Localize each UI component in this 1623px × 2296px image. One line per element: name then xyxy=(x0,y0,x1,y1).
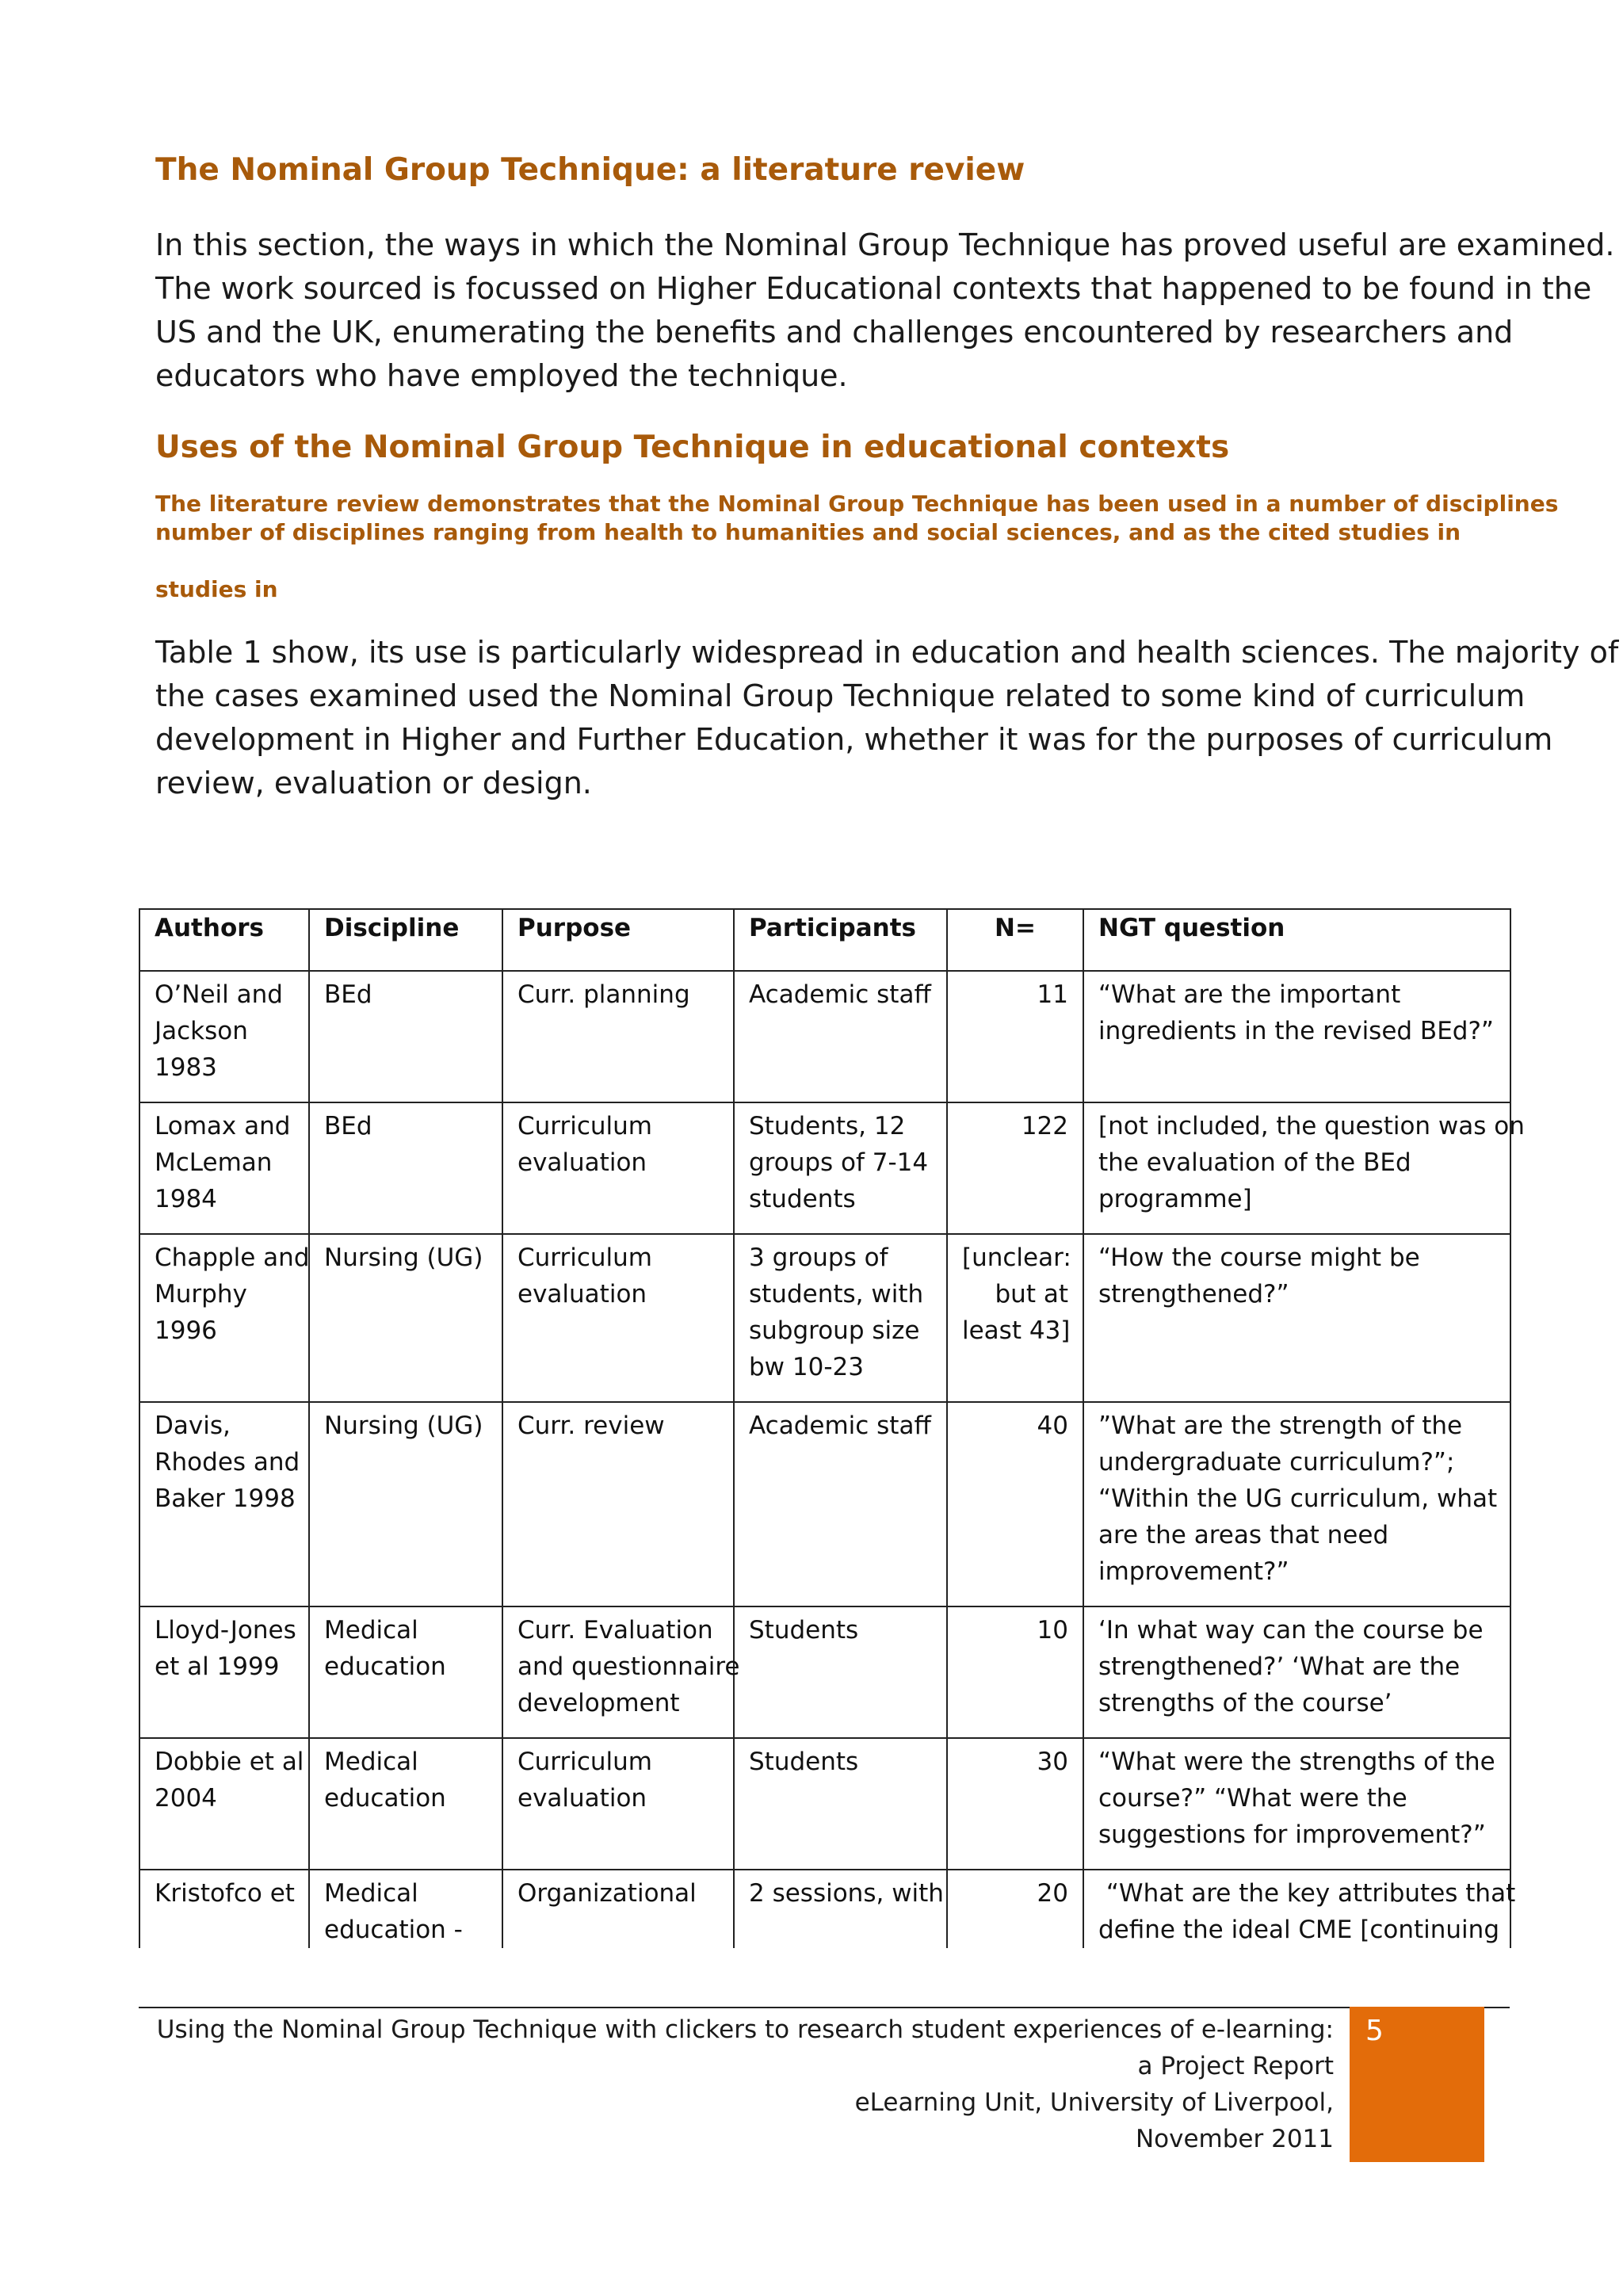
cell-n xyxy=(947,1234,1083,1402)
cell-line: 30 xyxy=(1037,1748,1068,1776)
intro-paragraph xyxy=(155,223,1615,398)
cell-line: ”What are the strength of the xyxy=(1098,1412,1463,1440)
cell-line: Lloyd-Jones xyxy=(155,1616,296,1645)
cell-participants xyxy=(734,1606,947,1738)
cell-line: 40 xyxy=(1037,1412,1068,1440)
cell-purpose xyxy=(502,971,734,1102)
section-heading: The Nominal Group Technique: a literature review xyxy=(155,152,1025,188)
cell-line: 2 sessions, with xyxy=(749,1879,944,1908)
cell-line: Kristofco et xyxy=(155,1879,295,1908)
cell-line: Students xyxy=(749,1616,859,1645)
cell-line: course?” “What were the xyxy=(1098,1784,1407,1813)
cell-participants xyxy=(734,1738,947,1870)
cell-line: Curriculum xyxy=(517,1748,653,1776)
cell-line: Baker 1998 xyxy=(155,1484,296,1513)
cell-n xyxy=(947,1606,1083,1738)
header-discipline: Discipline xyxy=(309,909,502,971)
cell-line: students xyxy=(749,1185,856,1213)
cell-n xyxy=(947,1402,1083,1606)
cell-ngt-question xyxy=(1083,1870,1516,1948)
cell-line: Medical xyxy=(324,1748,418,1776)
body-line: the cases examined used the Nominal Group Technique related to some kind of curriculum xyxy=(155,678,1526,713)
intro-line: The work sourced is focussed on Higher Educational contexts that happened to be found in the xyxy=(155,271,1592,306)
cell-line: Rhodes and xyxy=(155,1448,300,1477)
cell-line: [not included, the question was on xyxy=(1098,1112,1525,1140)
table-row xyxy=(139,1738,1510,1870)
cell-line: “Within the UG curriculum, what xyxy=(1098,1484,1498,1513)
cell-line: subgroup size xyxy=(749,1316,920,1345)
cell-line: Nursing (UG) xyxy=(324,1412,483,1440)
cell-line: development xyxy=(517,1689,680,1717)
cell-line: 3 groups of xyxy=(749,1244,888,1272)
footer-line: November 2011 xyxy=(1135,2125,1334,2153)
subsection-heading: Uses of the Nominal Group Technique in educational contexts xyxy=(155,430,1230,465)
cell-discipline xyxy=(309,1606,502,1738)
cell-line: strengthened?’ ‘What are the xyxy=(1098,1652,1461,1681)
header-authors: Authors xyxy=(139,909,309,971)
cell-discipline xyxy=(309,1870,502,1948)
table-body xyxy=(139,971,1525,1948)
highlight-line: number of disciplines ranging from health to humanities and social sciences, and as the cited studies in xyxy=(155,519,1461,545)
table-row xyxy=(139,1606,1510,1738)
cell-line: evaluation xyxy=(517,1784,647,1813)
table-row xyxy=(139,1870,1510,1948)
table-header-row xyxy=(139,909,1510,971)
footer-divider xyxy=(139,2007,1510,2008)
cell-line: programme] xyxy=(1098,1185,1252,1213)
cell-n xyxy=(947,971,1083,1102)
intro-line: In this section, the ways in which the Nominal Group Technique has proved useful are examined. xyxy=(155,227,1615,262)
cell-line: education - xyxy=(324,1916,463,1944)
cell-discipline xyxy=(309,971,502,1102)
cell-line: 122 xyxy=(1021,1112,1068,1140)
cell-line: 1984 xyxy=(155,1185,217,1213)
intro-line: US and the UK, enumerating the benefits and challenges encountered by researchers and xyxy=(155,315,1514,350)
cell-line: Students, 12 xyxy=(749,1112,906,1140)
cell-authors xyxy=(139,1606,309,1738)
header-participants: Participants xyxy=(734,909,947,971)
cell-line: “What are the key attributes that xyxy=(1098,1879,1516,1908)
cell-authors xyxy=(139,971,309,1102)
body-line: development in Higher and Further Education, whether it was for the purposes of curriculum xyxy=(155,722,1553,757)
intro-line: educators who have employed the technique. xyxy=(155,358,848,393)
cell-line: Curr. Evaluation xyxy=(517,1616,713,1645)
cell-participants xyxy=(734,1870,947,1948)
cell-purpose xyxy=(502,1738,734,1870)
cell-line: “What were the strengths of the xyxy=(1098,1748,1495,1776)
cell-line: groups of 7-14 xyxy=(749,1148,929,1177)
cell-n xyxy=(947,1102,1083,1234)
cell-line: 10 xyxy=(1037,1616,1068,1645)
cell-line: Murphy xyxy=(155,1280,247,1308)
body-line: review, evaluation or design. xyxy=(155,766,592,800)
cell-authors xyxy=(139,1234,309,1402)
body-line: Table 1 show, its use is particularly widespread in education and health sciences. The majority of xyxy=(155,635,1619,670)
cell-line: education xyxy=(324,1784,446,1813)
cell-line: suggestions for improvement?” xyxy=(1098,1820,1486,1849)
cell-line: 2004 xyxy=(155,1784,217,1813)
cell-line: [unclear: xyxy=(962,1244,1071,1272)
cell-line: Curriculum xyxy=(517,1112,653,1140)
cell-authors xyxy=(139,1738,309,1870)
cell-line: et al 1999 xyxy=(155,1652,280,1681)
cell-line: and questionnaire xyxy=(517,1652,740,1681)
cell-line: Organizational xyxy=(517,1879,697,1908)
page-number-box xyxy=(1350,2007,1484,2162)
cell-line: Lomax and xyxy=(155,1112,291,1140)
cell-authors xyxy=(139,1870,309,1948)
table-row xyxy=(139,1402,1510,1606)
cell-line: O’Neil and xyxy=(155,980,283,1009)
cell-line: Students xyxy=(749,1748,859,1776)
cell-purpose xyxy=(502,1606,740,1738)
cell-line: Academic staff xyxy=(749,1412,931,1440)
cell-line: 1983 xyxy=(155,1053,217,1082)
cell-line: ingredients in the revised BEd?” xyxy=(1098,1017,1494,1045)
cell-line: bw 10-23 xyxy=(749,1353,864,1381)
cell-line: BEd xyxy=(324,1112,372,1140)
cell-line: 1996 xyxy=(155,1316,217,1345)
cell-line: define the ideal CME [continuing xyxy=(1098,1916,1499,1944)
cell-line: 11 xyxy=(1037,980,1068,1009)
cell-line: but at xyxy=(995,1280,1068,1308)
cell-authors xyxy=(139,1402,309,1606)
cell-ngt-question xyxy=(1083,971,1510,1102)
cell-ngt-question xyxy=(1083,1606,1510,1738)
cell-line: Medical xyxy=(324,1879,418,1908)
header-n: N= xyxy=(947,909,1083,971)
highlight-tail: studies in xyxy=(155,576,278,602)
header-ngt-question: NGT question xyxy=(1083,909,1510,971)
cell-purpose xyxy=(502,1234,734,1402)
cell-line: education xyxy=(324,1652,446,1681)
cell-line: evaluation xyxy=(517,1148,647,1177)
cell-discipline xyxy=(309,1738,502,1870)
cell-authors xyxy=(139,1102,309,1234)
cell-line: strengthened?” xyxy=(1098,1280,1289,1308)
cell-discipline xyxy=(309,1234,502,1402)
cell-participants xyxy=(734,971,947,1102)
footer-line: Using the Nominal Group Technique with clickers to research student experiences of e-learning: xyxy=(156,2015,1334,2044)
cell-line: BEd xyxy=(324,980,372,1009)
table-row xyxy=(139,1102,1510,1234)
cell-line: McLeman xyxy=(155,1148,273,1177)
cell-purpose xyxy=(502,1870,734,1948)
cell-line: “What are the important xyxy=(1098,980,1401,1009)
page-number: 5 xyxy=(1365,2015,1384,2047)
cell-line: Academic staff xyxy=(749,980,931,1009)
cell-participants xyxy=(734,1402,947,1606)
header-purpose: Purpose xyxy=(502,909,734,971)
cell-ngt-question xyxy=(1083,1402,1510,1606)
cell-line: Curr. planning xyxy=(517,980,690,1009)
cell-line: Chapple and xyxy=(155,1244,310,1272)
cell-ngt-question xyxy=(1083,1738,1510,1870)
cell-participants xyxy=(734,1234,947,1402)
footer-line: a Project Report xyxy=(1137,2052,1334,2080)
cell-line: Medical xyxy=(324,1616,418,1645)
cell-ngt-question xyxy=(1083,1102,1525,1234)
cell-line: improvement?” xyxy=(1098,1557,1289,1586)
cell-line: ‘In what way can the course be xyxy=(1098,1616,1484,1645)
cell-line: strengths of the course’ xyxy=(1098,1689,1392,1717)
cell-line: Curr. review xyxy=(517,1412,665,1440)
cell-line: Davis, xyxy=(155,1412,231,1440)
cell-discipline xyxy=(309,1102,502,1234)
literature-table xyxy=(139,908,1525,1948)
table-row xyxy=(139,1234,1510,1402)
footer xyxy=(157,2011,1334,2157)
cell-line: Jackson xyxy=(155,1017,248,1045)
cell-line: evaluation xyxy=(517,1280,647,1308)
cell-purpose xyxy=(502,1402,734,1606)
cell-discipline xyxy=(309,1402,502,1606)
cell-line: Dobbie et al xyxy=(155,1748,304,1776)
highlight-line: The literature review demonstrates that the Nominal Group Technique has been used in a number of disciplines xyxy=(155,491,1559,517)
cell-ngt-question xyxy=(1083,1234,1510,1402)
cell-n xyxy=(947,1738,1083,1870)
cell-line: least 43] xyxy=(962,1316,1071,1345)
cell-purpose xyxy=(502,1102,734,1234)
cell-line: “How the course might be xyxy=(1098,1244,1420,1272)
cell-line: are the areas that need xyxy=(1098,1521,1389,1549)
cell-n xyxy=(947,1870,1083,1948)
cell-line: the evaluation of the BEd xyxy=(1098,1148,1411,1177)
footer-line: eLearning Unit, University of Liverpool, xyxy=(854,2088,1334,2117)
cell-line: students, with xyxy=(749,1280,924,1308)
cell-line: Nursing (UG) xyxy=(324,1244,483,1272)
table-row xyxy=(139,971,1510,1102)
cell-line: Curriculum xyxy=(517,1244,653,1272)
cell-line: 20 xyxy=(1037,1879,1068,1908)
cell-participants xyxy=(734,1102,947,1234)
body-paragraph xyxy=(155,631,1619,805)
cell-line: undergraduate curriculum?”; xyxy=(1098,1448,1455,1477)
